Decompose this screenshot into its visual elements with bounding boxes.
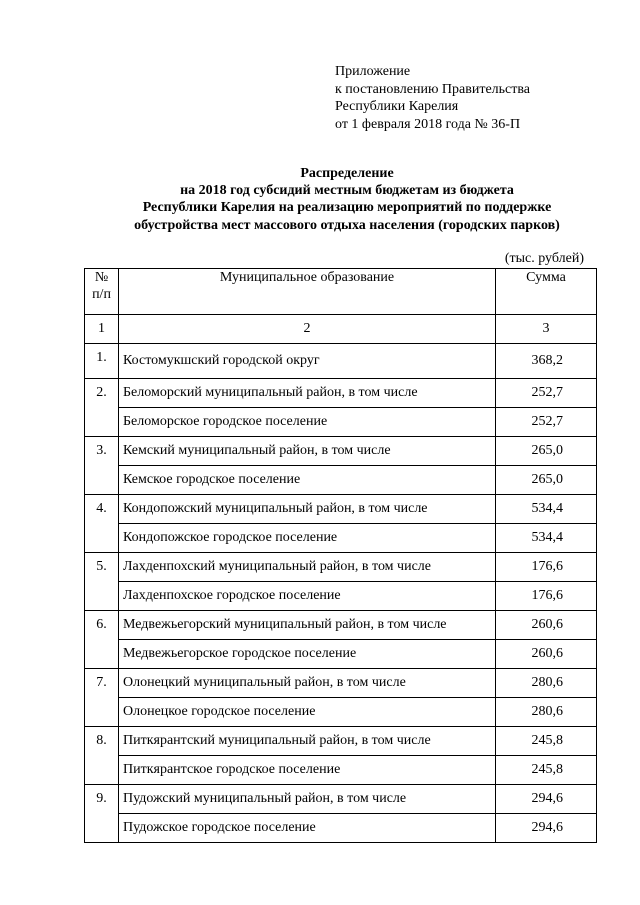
subsidy-amount: 265,0 (496, 466, 597, 495)
table-row (85, 437, 597, 466)
table-row (85, 582, 597, 611)
municipality-name: Медвежьегорское городское поселение (119, 640, 496, 669)
municipality-name: Беломорское городское поселение (119, 408, 496, 437)
table-row (85, 756, 597, 785)
row-number: 3. (85, 437, 119, 495)
row-number: 9. (85, 785, 119, 843)
table-row (85, 553, 597, 582)
appendix-line: от 1 февраля 2018 года № 36-П (335, 116, 521, 132)
column-index: 3 (496, 315, 597, 344)
row-number: 4. (85, 495, 119, 553)
subsidy-amount: 294,6 (496, 814, 597, 843)
table-row (85, 611, 597, 640)
header-sum: Сумма (496, 269, 597, 315)
title-line: обустройства мест массового отдыха населения (городских парков) (134, 217, 560, 233)
municipality-name: Кемское городское поселение (119, 466, 496, 495)
column-index-row (85, 315, 597, 344)
subsidy-amount: 252,7 (496, 379, 597, 408)
municipality-name: Пудожское городское поселение (119, 814, 496, 843)
table-row (85, 814, 597, 843)
table-row (85, 524, 597, 553)
subsidy-amount: 534,4 (496, 495, 597, 524)
table-row (85, 640, 597, 669)
municipality-name: Кондопожский муниципальный район, в том числе (119, 495, 496, 524)
table-row (85, 495, 597, 524)
municipality-name: Питкярантское городское поселение (119, 756, 496, 785)
row-number: 1. (85, 344, 119, 379)
subsidy-amount: 280,6 (496, 669, 597, 698)
municipality-name: Костомукшский городской округ (119, 344, 496, 379)
municipality-name: Питкярантский муниципальный район, в том числе (119, 727, 496, 756)
table-row (85, 669, 597, 698)
municipality-name: Лахденпохское городское поселение (119, 582, 496, 611)
municipality-name: Беломорский муниципальный район, в том числе (119, 379, 496, 408)
municipality-name: Олонецкий муниципальный район, в том числе (119, 669, 496, 698)
table-row (85, 466, 597, 495)
subsidy-amount: 368,2 (496, 344, 597, 379)
subsidy-amount: 280,6 (496, 698, 597, 727)
municipality-name: Олонецкое городское поселение (119, 698, 496, 727)
table-row (85, 344, 597, 379)
municipality-name: Пудожский муниципальный район, в том числе (119, 785, 496, 814)
appendix-block (335, 63, 530, 133)
subsidy-amount: 245,8 (496, 727, 597, 756)
municipality-name: Медвежьегорский муниципальный район, в том числе (119, 611, 496, 640)
row-number: 2. (85, 379, 119, 437)
subsidy-amount: 294,6 (496, 785, 597, 814)
row-number: 7. (85, 669, 119, 727)
table-row (85, 379, 597, 408)
column-index: 2 (119, 315, 496, 344)
subsidy-amount: 534,4 (496, 524, 597, 553)
appendix-line: Приложение (335, 64, 411, 79)
header-number (85, 269, 119, 315)
subsidy-amount: 176,6 (496, 582, 597, 611)
row-number: 6. (85, 611, 119, 669)
table-row (85, 727, 597, 756)
row-number: 5. (85, 553, 119, 611)
subsidy-amount: 265,0 (496, 437, 597, 466)
column-index: 1 (85, 315, 119, 344)
subsidy-amount: 245,8 (496, 756, 597, 785)
table-header-row (85, 269, 597, 315)
municipality-name: Лахденпохский муниципальный район, в том числе (119, 553, 496, 582)
table-row (85, 408, 597, 437)
subsidy-amount: 176,6 (496, 553, 597, 582)
subsidy-table (84, 268, 597, 843)
table-row (85, 785, 597, 814)
table-row (85, 698, 597, 727)
title-line: на 2018 год субсидий местным бюджетам из бюджета (180, 183, 514, 199)
municipality-name: Кондопожское городское поселение (119, 524, 496, 553)
subsidy-amount: 260,6 (496, 611, 597, 640)
header-number-line2: п/п (92, 287, 111, 302)
municipality-name: Кемский муниципальный район, в том числе (119, 437, 496, 466)
header-number-line1: № (94, 270, 109, 285)
appendix-line: Республики Карелия (335, 99, 459, 114)
document-title (100, 165, 594, 234)
title-line: Распределение (300, 166, 394, 181)
row-number: 8. (85, 727, 119, 785)
units-label: (тыс. рублей) (504, 251, 584, 266)
header-municipality: Муниципальное образование (119, 269, 496, 315)
subsidy-amount: 260,6 (496, 640, 597, 669)
subsidy-amount: 252,7 (496, 408, 597, 437)
appendix-line: к постановлению Правительства (335, 81, 531, 97)
title-line: Республики Карелия на реализацию мероприятий по поддержке (142, 200, 552, 216)
